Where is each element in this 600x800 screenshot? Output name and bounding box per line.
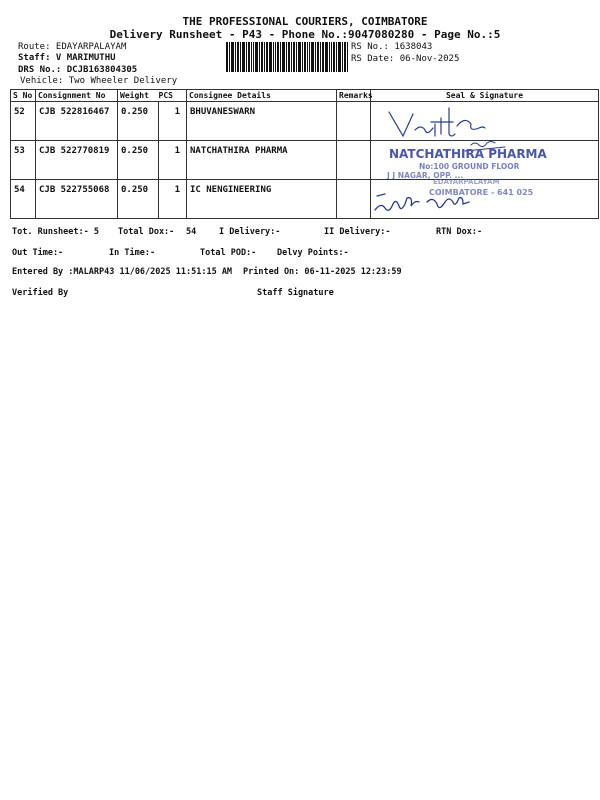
handwritten-signature [371, 180, 599, 218]
delvy-points: Delvy Points:- [277, 248, 349, 258]
cell-consignee: IC NENGINEERING [187, 180, 337, 219]
cell-weight: 0.250 [118, 141, 159, 180]
cell-remarks [337, 102, 371, 141]
col-header-consignee: Consignee Details [187, 90, 337, 102]
col-header-seal: Seal & Signature [371, 90, 599, 102]
rs-number: RS No.: 1638043 [351, 42, 433, 52]
cell-consignment: CJB 522755068 [36, 180, 118, 219]
table-row [11, 102, 599, 141]
stamp-name: NATCHATHIRA PHARMA [389, 147, 547, 161]
cell-sno: 52 [11, 102, 36, 141]
table-row [11, 180, 599, 219]
cell-pcs: 1 [159, 180, 187, 219]
cell-weight: 0.250 [118, 180, 159, 219]
col-header-consignment: Consignment No [36, 90, 118, 102]
cell-consignment: CJB 522816467 [36, 102, 118, 141]
staff-label: Staff: V MARIMUTHU [18, 53, 116, 63]
col-header-pcs: PCS [158, 91, 173, 100]
cell-consignee: NATCHATHIRA PHARMA [187, 141, 337, 180]
stamp-address-4: COIMBATORE - 641 025 [429, 188, 534, 197]
total-dox-label: Total Dox:- [118, 227, 175, 237]
i-delivery: I Delivery:- [219, 227, 281, 237]
cell-consignment: CJB 522770819 [36, 141, 118, 180]
tot-runsheet: Tot. Runsheet:- 5 [12, 227, 99, 237]
col-header-sno: S No [11, 90, 36, 102]
staff-signature: Staff Signature [257, 288, 334, 298]
cell-signature [371, 102, 599, 141]
stamp-address-1: No:100 GROUND FLOOR [419, 162, 520, 171]
table-header-row [11, 90, 599, 102]
rs-date: RS Date: 06-Nov-2025 [351, 54, 460, 64]
total-dox-value: 54 [186, 227, 197, 237]
handwritten-signature [371, 102, 599, 140]
cell-pcs: 1 [159, 102, 187, 141]
in-time: In Time:- [109, 248, 156, 258]
out-time: Out Time:- [12, 248, 64, 258]
vehicle-label: Vehicle: Two Wheeler Delivery [20, 76, 178, 86]
printed-on: Printed On: 06-11-2025 12:23:59 [243, 267, 402, 277]
col-header-weight [118, 90, 187, 102]
rtn-dox: RTN Dox:- [436, 227, 483, 237]
cell-remarks [337, 180, 371, 219]
total-pod: Total POD:- [200, 248, 257, 258]
company-name: THE PROFESSIONAL COURIERS, COIMBATORE [182, 15, 428, 28]
entered-by: Entered By :MALARP43 11/06/2025 11:51:15 AM [12, 267, 233, 277]
stamp-address-3: EDAYARPALAYAM [433, 178, 500, 186]
delivery-table [10, 89, 599, 219]
table-row [11, 141, 599, 180]
cell-sno: 53 [11, 141, 36, 180]
runsheet-subtitle: Delivery Runsheet - P43 - Phone No.:9047080280 - Page No.:5 [109, 28, 501, 41]
col-header-remarks: Remarks [337, 90, 371, 102]
drs-number: DRS No.: DCJB163804305 [18, 65, 138, 75]
cell-weight: 0.250 [118, 102, 159, 141]
stamp-address-2: J J NAGAR, OPP. ... [387, 171, 464, 180]
verified-by: Verified By [12, 288, 69, 298]
route-label: Route: EDAYARPALAYAM [18, 42, 127, 52]
cell-consignee: BHUVANESWARN [187, 102, 337, 141]
cell-signature [371, 141, 599, 180]
barcode [226, 42, 348, 72]
cell-remarks [337, 141, 371, 180]
col-header-weight-text: Weight [120, 91, 149, 100]
ii-delivery: II Delivery:- [324, 227, 391, 237]
cell-sno: 54 [11, 180, 36, 219]
cell-signature [371, 180, 599, 219]
cell-pcs: 1 [159, 141, 187, 180]
